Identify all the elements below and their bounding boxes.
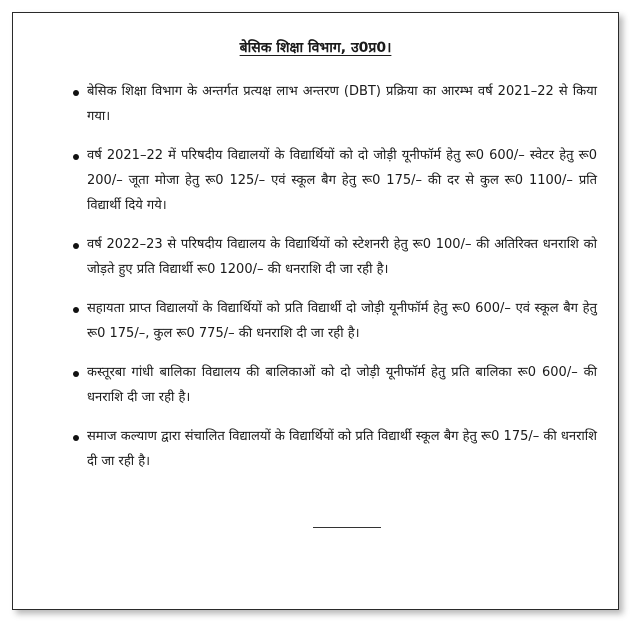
bullet-text: सहायता प्राप्त विद्यालयों के विद्यार्थियों को प्रति विद्यार्थी दो जोड़ी यूनीफॉर्म हेतु रू0 600/– एवं स्कूल बैग हेतु रू0 175/–, कुल रू0 775/– की धनराशि दी जा रही है।: [87, 301, 597, 341]
document-title-text: बेसिक शिक्षा विभाग, उ0प्र0।: [239, 40, 392, 56]
bullet-text: बेसिक शिक्षा विभाग के अन्तर्गत प्रत्यक्ष लाभ अन्तरण (DBT) प्रक्रिया का आरम्भ वर्ष 2021–22 से किया गया।: [87, 84, 597, 124]
bullet-text: वर्ष 2022–23 से परिषदीय विद्यालय के विद्यार्थियों को स्टेशनरी हेतु रू0 100/– की अतिरिक्त धनराशि को जोड़ते हुए प्रति विद्यार्थी रू0 1200/– की धनराशि दी जा रही है।: [87, 237, 597, 277]
bullet-item-dbt-start: [87, 79, 597, 129]
bullet-icon: [73, 154, 79, 160]
bullet-icon: [73, 371, 79, 377]
bullet-icon: [73, 435, 79, 441]
bullet-item-2021-22-amounts: [87, 143, 597, 218]
bullet-item-2022-23-stationery: [87, 232, 597, 282]
bullet-icon: [73, 243, 79, 249]
bullet-text: कस्तूरबा गांधी बालिका विद्यालय की बालिकाओं को दो जोड़ी यूनीफॉर्म हेतु प्रति बालिका रू0 600/– की धनराशि दी जा रही है।: [87, 365, 597, 405]
bullet-text: समाज कल्याण द्वारा संचालित विद्यालयों के विद्यार्थियों को प्रति विद्यार्थी स्कूल बैग हेतु रू0 175/– की धनराशि दी जा रही है।: [87, 429, 597, 469]
document-page: [12, 12, 619, 610]
bullet-list: [87, 79, 597, 488]
bullet-item-social-welfare: [87, 424, 597, 474]
document-title: [13, 38, 618, 58]
bullet-icon: [73, 90, 79, 96]
end-divider: [313, 527, 381, 528]
bullet-icon: [73, 307, 79, 313]
bullet-item-kgbv: [87, 360, 597, 410]
bullet-text: वर्ष 2021–22 में परिषदीय विद्यालयों के विद्यार्थियों को दो जोड़ी यूनीफॉर्म हेतु रू0 600/– स्वेटर हेतु रू0 200/– जूता मोजा हेतु रू0 125/– एवं स्कूल बैग हेतु रू0 175/– की दर से कुल रू0 1100/– प्रति विद्यार्थी दिये गये।: [87, 148, 597, 213]
bullet-item-aided-schools: [87, 296, 597, 346]
